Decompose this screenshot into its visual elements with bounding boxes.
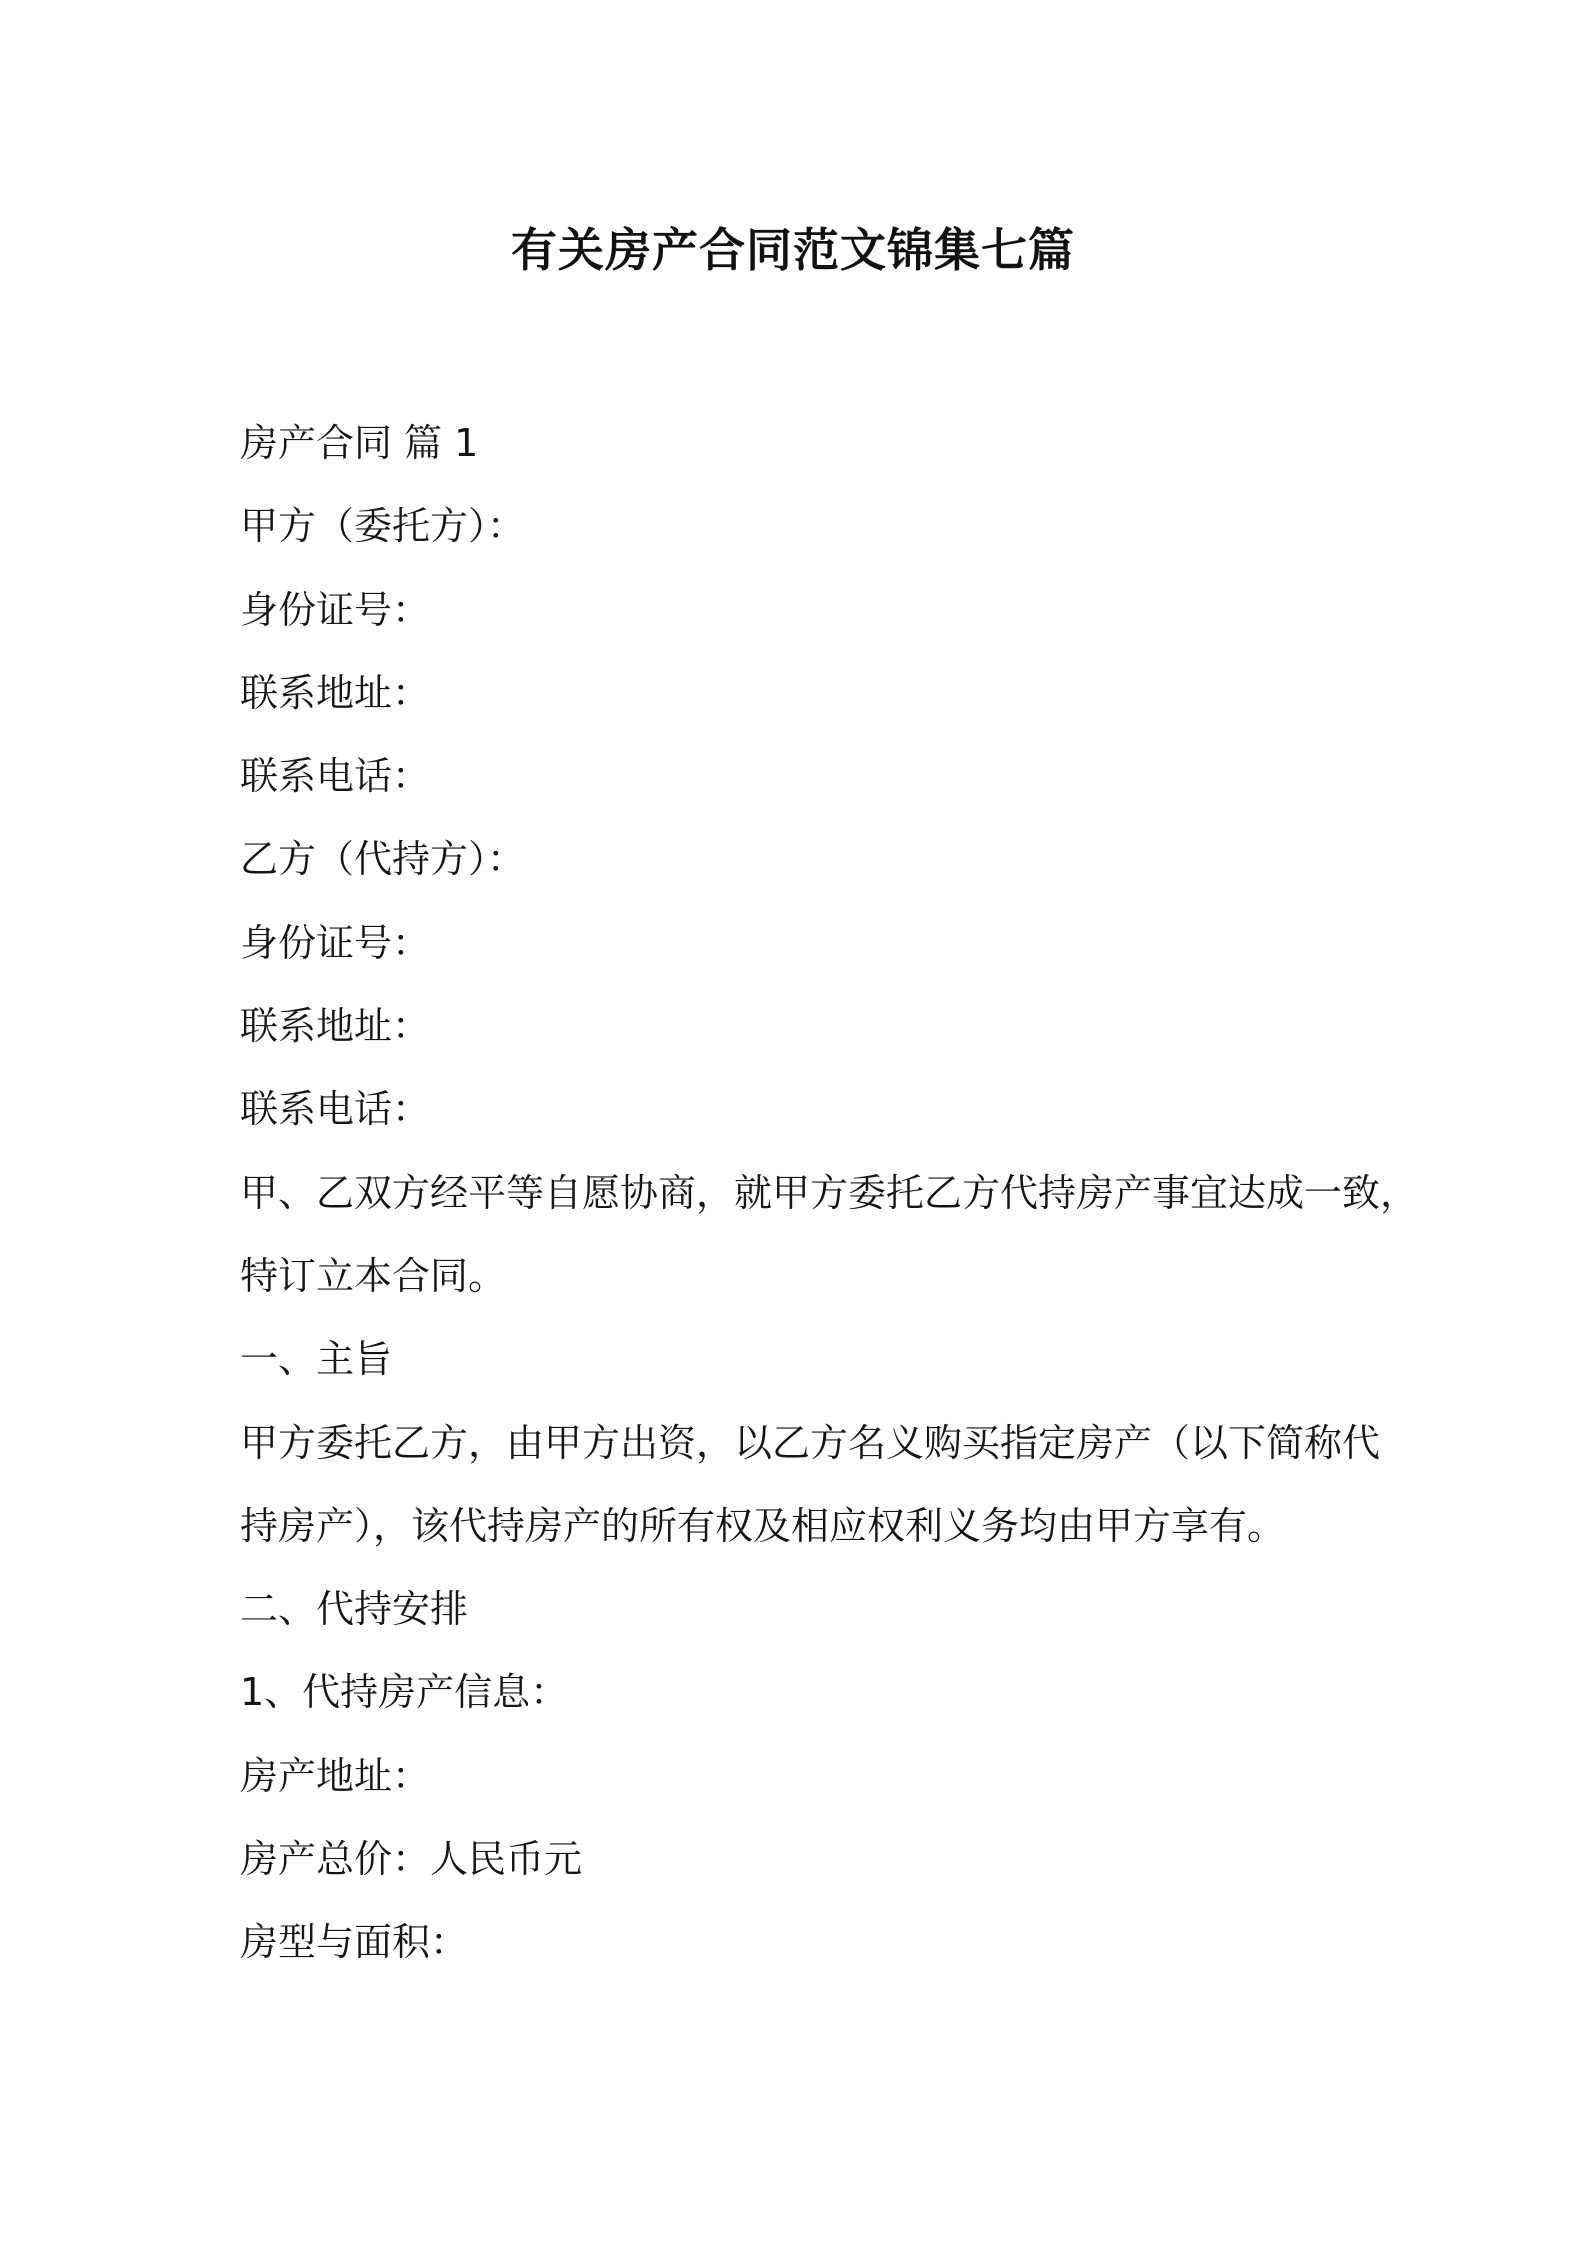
document-body bbox=[240, 402, 1419, 1985]
property-price-label: 房产总价：人民币元 bbox=[240, 1837, 583, 1882]
party-b-address-label: 联系地址： bbox=[240, 1004, 431, 1049]
document-title: 有关房产合同范文锦集七篇 bbox=[511, 223, 1075, 277]
party-a-id-label: 身份证号： bbox=[240, 587, 431, 632]
preamble-line-1: 甲、乙双方经平等自愿协商，就甲方委托乙方代持房产事宜达成一致， bbox=[240, 1170, 1419, 1215]
preamble-line-2: 特订立本合同。 bbox=[240, 1253, 507, 1298]
section-two-heading: 二、代持安排 bbox=[240, 1587, 469, 1632]
section-one-text-line-2: 持房产），该代持房产的所有权及相应权利义务均由甲方享有。 bbox=[240, 1503, 1286, 1548]
section-one-heading: 一、主旨 bbox=[240, 1337, 393, 1382]
property-layout-area-label: 房型与面积： bbox=[240, 1920, 469, 1965]
section-heading-contract-1: 房产合同 篇 1 bbox=[240, 421, 479, 465]
party-b-label: 乙方（代持方）： bbox=[240, 837, 526, 882]
property-address-label: 房产地址： bbox=[240, 1753, 431, 1798]
party-b-phone-label: 联系电话： bbox=[240, 1087, 431, 1132]
party-b-id-label: 身份证号： bbox=[240, 920, 431, 965]
party-a-phone-label: 联系电话： bbox=[240, 754, 431, 799]
property-info-heading: 1、代持房产信息： bbox=[240, 1670, 569, 1715]
party-a-address-label: 联系地址： bbox=[240, 670, 431, 715]
section-one-text-line-1: 甲方委托乙方，由甲方出资，以乙方名义购买指定房产（以下简称代 bbox=[240, 1420, 1381, 1465]
party-a-label: 甲方（委托方）： bbox=[240, 504, 526, 549]
